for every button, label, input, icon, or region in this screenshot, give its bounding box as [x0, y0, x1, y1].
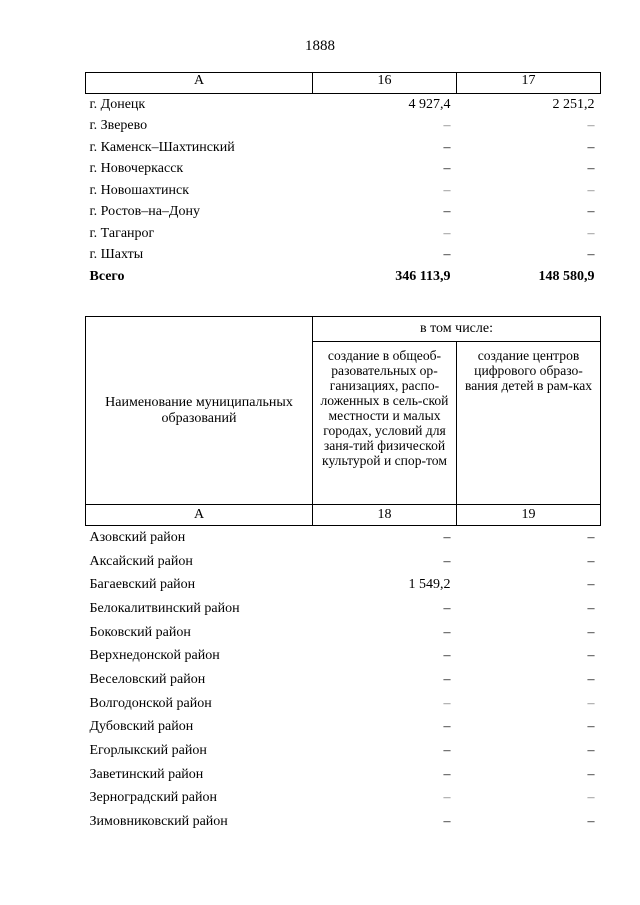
row-value-2: –: [587, 814, 595, 830]
row-value-2: –: [587, 529, 595, 545]
row-value-1: –: [443, 814, 451, 830]
row-value-1: –: [443, 648, 451, 664]
column-code-row: [86, 505, 601, 526]
table-row: [86, 692, 601, 716]
total-value-17: 148 580,9: [538, 268, 595, 284]
row-value-2: 2 251,2: [552, 96, 595, 112]
column-code-row: [86, 73, 601, 94]
table-row: [86, 223, 601, 245]
header-column-18: создание в общеоб-разовательных ор-ганизациях, распо-ложенных в сель-ской местности и малых городах, условий для заня-тий физической культурой и спор-том: [313, 342, 457, 505]
row-value-1: –: [443, 600, 451, 616]
table-row: [86, 526, 601, 550]
row-value-1: –: [443, 790, 451, 806]
row-value-1: 1 549,2: [408, 577, 451, 593]
row-name: Егорлыкский район: [89, 743, 207, 759]
total-value-16: 346 113,9: [395, 268, 451, 284]
row-name: Дубовский район: [89, 719, 194, 735]
row-value-1: –: [443, 766, 451, 782]
row-value-2: –: [587, 139, 595, 155]
row-value-1: –: [443, 118, 451, 134]
page-number: 1888: [305, 38, 335, 54]
row-value-2: –: [587, 719, 595, 735]
row-name: Азовский район: [89, 529, 186, 545]
row-name: г. Таганрог: [89, 225, 155, 241]
row-name: г. Зверево: [89, 118, 148, 134]
row-name: Веселовский район: [89, 671, 206, 687]
row-value-1: 4 927,4: [408, 96, 451, 112]
row-value-1: –: [443, 139, 451, 155]
table-row: [86, 573, 601, 597]
budget-table-districts: [85, 316, 601, 834]
row-value-1: –: [443, 225, 451, 241]
table-row: [86, 716, 601, 740]
table-row: [86, 550, 601, 574]
row-value-1: –: [443, 182, 451, 198]
column-code-19: 19: [457, 505, 601, 526]
row-value-2: –: [587, 624, 595, 640]
table-row: [86, 644, 601, 668]
table-row: [86, 597, 601, 621]
row-value-2: –: [587, 161, 595, 177]
table-row: [86, 137, 601, 159]
row-value-2: –: [587, 671, 595, 687]
row-value-1: –: [443, 529, 451, 545]
column-code-18: 18: [313, 505, 457, 526]
table-row: [86, 94, 601, 116]
row-value-2: –: [587, 648, 595, 664]
row-value-2: –: [587, 743, 595, 759]
table-row: [86, 202, 601, 224]
row-name: Багаевский район: [89, 577, 196, 593]
row-name: Белокалитвинский район: [89, 600, 240, 616]
row-name: г. Каменск–Шахтинский: [89, 139, 235, 155]
row-value-2: –: [587, 118, 595, 134]
row-name: Волгодонской район: [89, 695, 212, 711]
row-value-2: –: [587, 553, 595, 569]
table-row: [86, 159, 601, 181]
row-value-2: –: [587, 247, 595, 263]
table-row: [86, 668, 601, 692]
table-row: [86, 739, 601, 763]
row-name: г. Новочеркасск: [89, 161, 184, 177]
row-value-2: –: [587, 766, 595, 782]
total-row: [86, 266, 601, 288]
row-value-2: –: [587, 600, 595, 616]
row-value-2: –: [587, 695, 595, 711]
table-row: [86, 810, 601, 834]
row-value-1: –: [443, 553, 451, 569]
row-value-1: –: [443, 624, 451, 640]
column-code-a: А: [86, 505, 313, 526]
total-label: Всего: [89, 268, 125, 284]
budget-table-cities: [85, 72, 601, 288]
row-name: Зимовниковский район: [89, 814, 228, 830]
row-value-2: –: [587, 577, 595, 593]
row-value-1: –: [443, 695, 451, 711]
row-value-2: –: [587, 204, 595, 220]
row-name: г. Шахты: [89, 247, 144, 263]
row-name: г. Донецк: [89, 96, 146, 112]
header-municipality-name: Наименование муниципальных образований: [86, 317, 313, 505]
row-value-1: –: [443, 247, 451, 263]
row-value-1: –: [443, 743, 451, 759]
column-code-a: А: [86, 73, 313, 94]
row-name: Боковский район: [89, 624, 191, 640]
table-row: [86, 116, 601, 138]
row-name: Верхнедонской район: [89, 648, 220, 664]
row-name: Зерноградский район: [89, 790, 217, 806]
table-row: [86, 621, 601, 645]
table-row: [86, 763, 601, 787]
row-name: г. Ростов–на–Дону: [89, 204, 200, 220]
column-code-16: 16: [313, 73, 457, 94]
row-value-1: –: [443, 671, 451, 687]
table-row: [86, 787, 601, 811]
row-value-1: –: [443, 204, 451, 220]
table-row: [86, 245, 601, 267]
column-code-17: 17: [457, 73, 601, 94]
table-row: [86, 180, 601, 202]
row-name: г. Новошахтинск: [89, 182, 190, 198]
header-including: в том числе:: [313, 317, 601, 342]
row-value-1: –: [443, 161, 451, 177]
row-value-1: –: [443, 719, 451, 735]
row-value-2: –: [587, 790, 595, 806]
row-value-2: –: [587, 182, 595, 198]
header-column-19: создание центров цифрового образо-вания детей в рам-ках: [457, 342, 601, 505]
row-name: Заветинский район: [89, 766, 204, 782]
row-value-2: –: [587, 225, 595, 241]
row-name: Аксайский район: [89, 553, 193, 569]
